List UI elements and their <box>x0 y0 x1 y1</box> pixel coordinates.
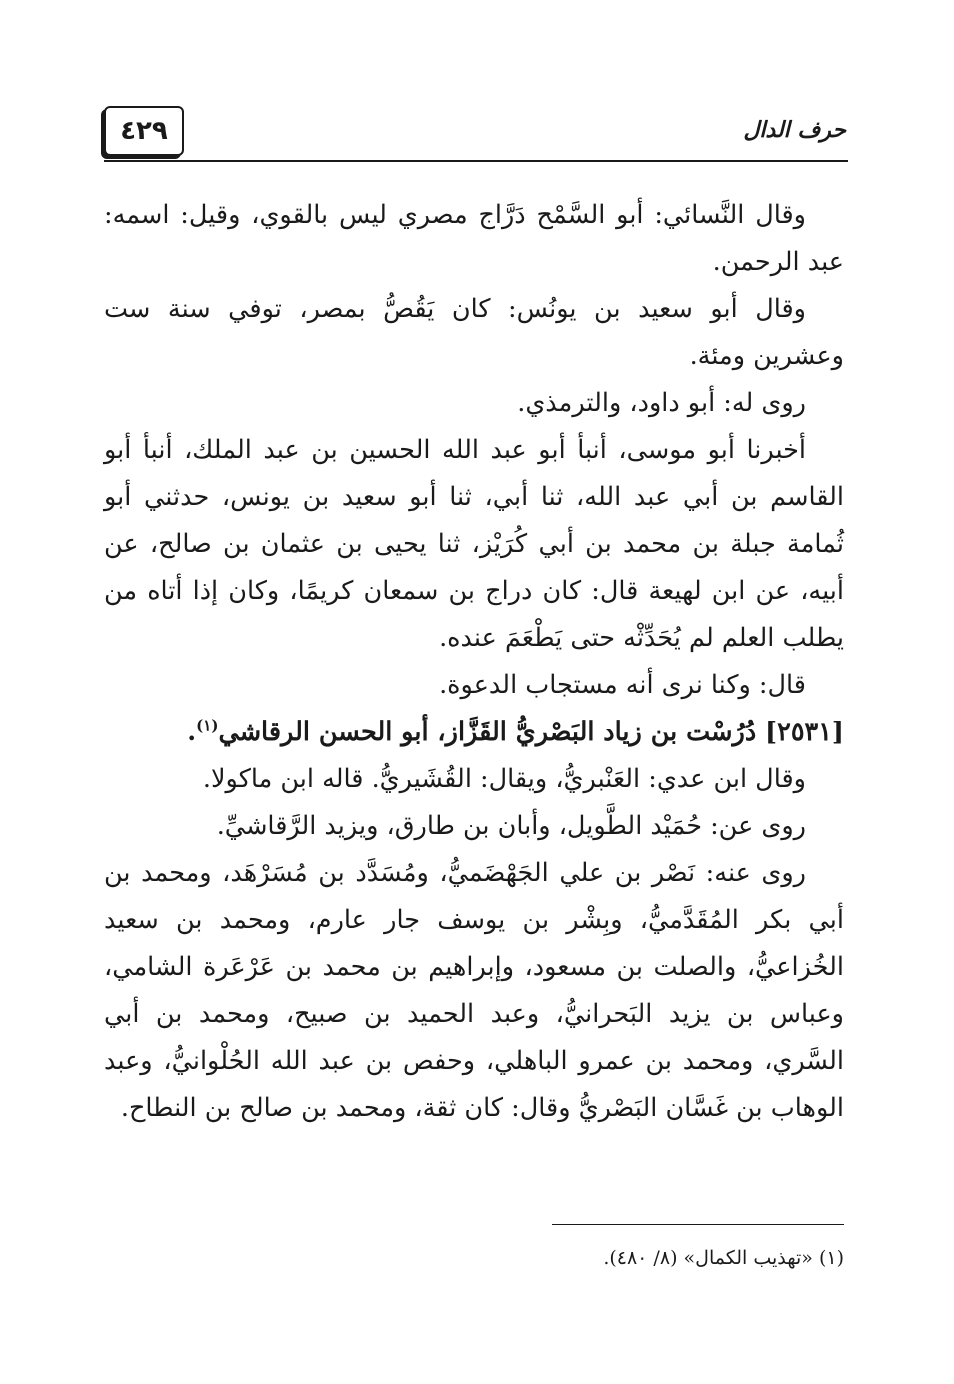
paragraph-dua: قال: وكنا نرى أنه مستجاب الدعوة. <box>439 670 806 700</box>
header-divider <box>104 160 848 162</box>
paragraph-isnad: أخبرنا أبو موسى، أنبأ أبو عبد الله الحسين بن عبد الملك، أنبأ أبو القاسم بن أبي عبد الله، ثنا أبي، ثنا أبو سعيد بن يونس، حدثني أبو ثُمامة جبلة بن محمد بن أبي كُرَيْز، ثنا يحيى بن عثمان بن صالح، عن أبيه، عن ابن لهيعة قال: كان دراج بن سمعان كريمًا، وكان إذا أتاه من يطلب العلم لم يُحَدِّثْه حتى يَطْعَمَ عنده. <box>104 435 844 653</box>
entry-heading-text: [٢٥٣١] دُرُسْت بن زياد البَصْريُّ القَزَّاز، أبو الحسن الرقاشي <box>218 717 844 747</box>
paragraph-nasai: وقال النَّسائي: أبو السَّمْح دَرَّاج مصري ليس بالقوي، وقيل: اسمه: عبد الرحمن. <box>104 200 844 277</box>
running-head: حرف الدال <box>743 118 846 143</box>
paragraph-narrators: روى له: أبو داود، والترمذي. <box>517 388 806 418</box>
entry-heading-end: . <box>187 717 197 747</box>
paragraph-ibn-adi: وقال ابن عدي: العَنْبريُّ، ويقال: القُشَيريُّ. قاله ابن ماكولا. <box>202 764 806 794</box>
paragraph-narrated-by: روى عنه: نَصْر بن علي الجَهْضَميُّ، ومُسَدَّد بن مُسَرْهَد، ومحمد بن أبي بكر المُقَدَّميُّ، وبِشْر بن يوسف جار عارم، ومحمد بن سعيد الخُزاعيُّ، والصلت بن مسعود، وإبراهيم بن محمد بن عَرْعَرة الشامي، وعباس بن يزيد البَحرانيُّ، وعبد الحميد بن صبيح، ومحمد بن أبي السَّري، ومحمد بن عمرو الباهلي، وحفص بن عبد الله الحُلْوانيُّ، وعبد الوهاب بن غَسَّان البَصْريُّ وقال: كان ثقة، ومحمد بن صالح بن النطاح. <box>104 858 844 1123</box>
page-number <box>104 106 184 156</box>
entry-heading <box>104 709 844 756</box>
footnote: (١) «تهذيب الكمال» (٨/ ٤٨٠). <box>603 1247 844 1269</box>
paragraph-ibn-yunus: وقال أبو سعيد بن يونُس: كان يَقُصُّ بمصر، توفي سنة ست وعشرين ومئة. <box>104 294 844 371</box>
page-number-text: ٤٢٩ <box>120 116 168 146</box>
main-text <box>104 192 844 1132</box>
paragraph-narrated-from: روى عن: حُمَيْد الطَّويل، وأبان بن طارق، ويزيد الرَّقاشيِّ. <box>216 811 806 841</box>
footnote-reference[interactable]: (١) <box>196 716 219 735</box>
footnote-divider <box>552 1224 844 1225</box>
